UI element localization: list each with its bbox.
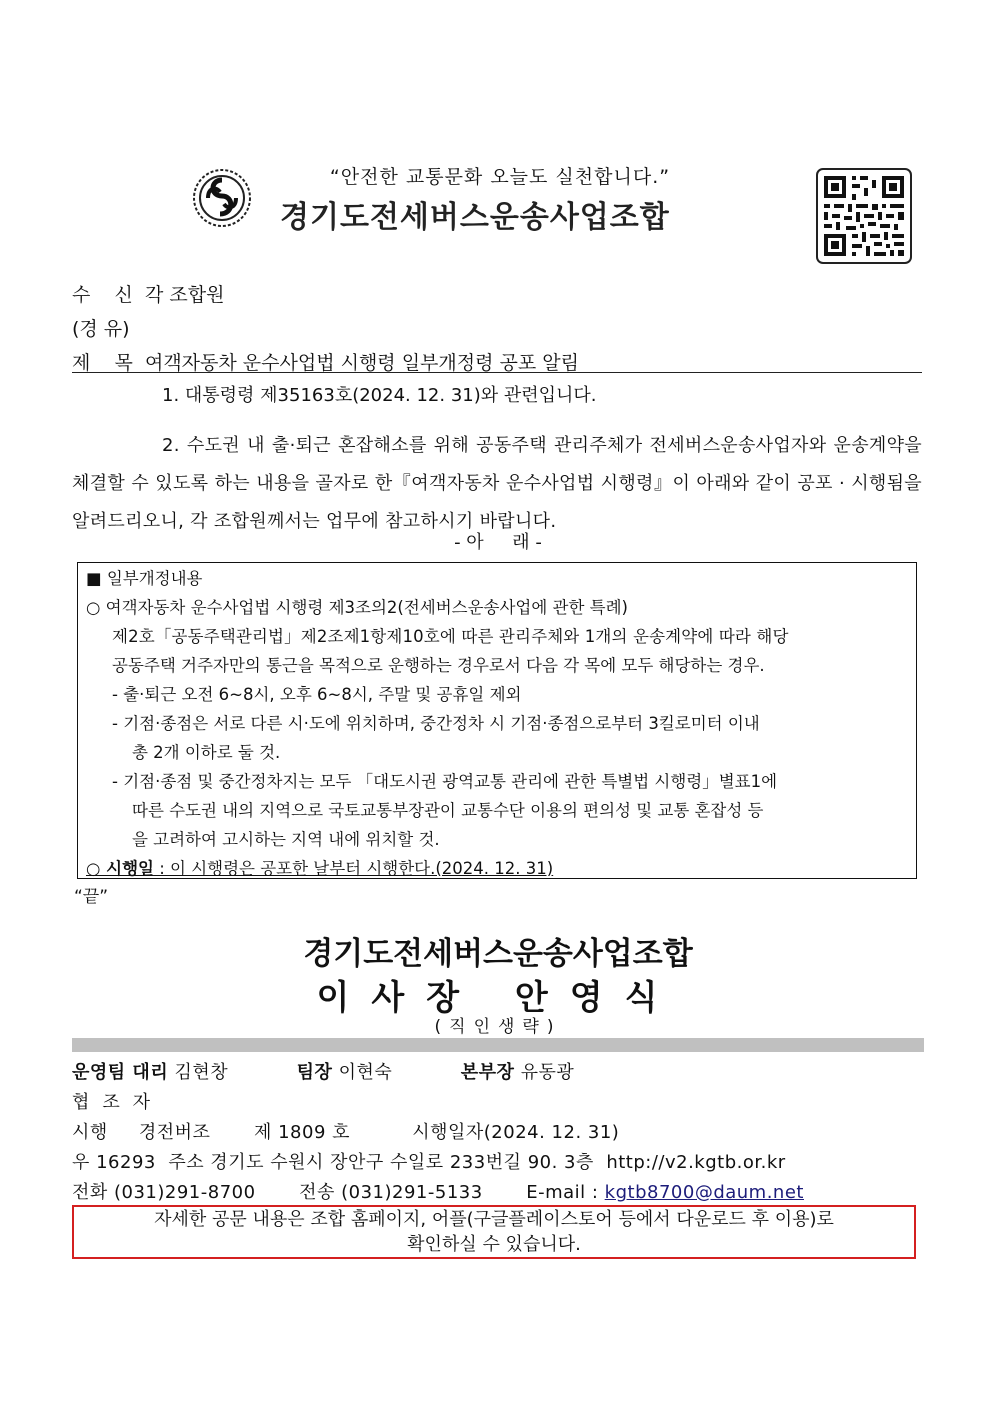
seal-note: (직인생략) bbox=[434, 1017, 562, 1037]
box-item-title: ○ 여객자동차 운수사업법 시행령 제3조의2(전세버스운송사업에 관한 특례) bbox=[86, 598, 628, 617]
notice-line-1: 자세한 공문 내용은 조합 홈페이지, 어플(구글플레이스토어 등에서 다운로드 후 이용)로 bbox=[154, 1209, 834, 1230]
signature-name: 이사장 안영식 bbox=[316, 978, 680, 1018]
subject-value: 여객자동차 운수사업법 시행령 일부개정령 공포 알림 bbox=[144, 352, 579, 374]
box-item-desc-2: 공동주택 거주자만의 통근을 목적으로 운행하는 경우로서 다음 각 목에 모두 해당하는 경우. bbox=[112, 656, 765, 675]
recipient-row bbox=[72, 280, 224, 307]
section-marker: - 아 래 - bbox=[454, 532, 542, 553]
body-paragraph-1: 1. 대통령령 제35163호(2024. 12. 31)와 관련입니다. bbox=[162, 385, 597, 406]
box-bullet-3-line-3: 을 고려하여 고시하는 지역 내에 위치할 것. bbox=[132, 830, 440, 849]
address-row: 우 16293 주소 경기도 수원시 장안구 수일로 233번길 90. 3층 http://v2.kgtb.or.kr bbox=[72, 1152, 786, 1173]
email-link[interactable]: kgtb8700@daum.net bbox=[604, 1182, 804, 1203]
amendment-box bbox=[77, 562, 917, 879]
body-paragraph-2: 2. 수도권 내 출·퇴근 혼잡해소를 위해 공동주택 관리주체가 전세버스운송사업자와 운송계약을 체결할 수 있도록 하는 내용을 골자로 한『여객자동차 운수사업법 시행령』이 아래와 같이 공포 · 시행됨을 알려드리오니, 각 조합원께서는 업무에 참고하시기 바랍니다. bbox=[72, 435, 922, 532]
via-label: (경 유) bbox=[72, 318, 130, 340]
staff3-name: 유동광 bbox=[520, 1062, 575, 1083]
notice-box bbox=[72, 1205, 916, 1259]
signature-org: 경기도전세버스운송사업조합 bbox=[303, 936, 693, 972]
qr-code-icon[interactable] bbox=[816, 168, 912, 264]
staff-row bbox=[72, 1058, 574, 1084]
subject-row bbox=[72, 348, 579, 375]
staff2-role: 팀장 bbox=[296, 1062, 333, 1083]
box-bullet-3-line-1: - 기점·종점 및 중간정차지는 모두 「대도시권 광역교통 관리에 관한 특별법 시행령」별표1에 bbox=[112, 772, 778, 791]
box-item-desc-1: 제2호「공동주택관리법」제2조제1항제10호에 따른 관리주체와 1개의 운송계약에 따라 해당 bbox=[112, 627, 789, 646]
footer-divider bbox=[72, 1038, 924, 1052]
staff3-role: 본부장 bbox=[460, 1062, 515, 1083]
contact-row bbox=[72, 1178, 804, 1204]
recipient-label: 수 신 bbox=[72, 284, 133, 306]
staff1-name: 김현창 bbox=[174, 1062, 229, 1083]
slogan: “안전한 교통문화 오늘도 실천합니다.” bbox=[329, 166, 671, 188]
cooperator-row: 협 조 자 bbox=[72, 1092, 151, 1113]
end-mark: “끝” bbox=[74, 887, 109, 907]
staff1-role: 운영팀 대리 bbox=[72, 1062, 169, 1083]
box-bullet-1: - 출·퇴근 오전 6~8시, 오후 6~8시, 주말 및 공휴일 제외 bbox=[112, 685, 522, 704]
subject-divider bbox=[72, 372, 922, 373]
subject-label: 제 목 bbox=[72, 352, 133, 374]
box-bullet-2-line-2: 총 2개 이하로 둘 것. bbox=[132, 743, 281, 762]
staff2-name: 이현숙 bbox=[338, 1062, 393, 1083]
org-title: 경기도전세버스운송사업조합 bbox=[280, 200, 670, 235]
effective-label: ○ 시행일 bbox=[86, 859, 154, 878]
box-bullet-2-line-1: - 기점·종점은 서로 다른 시·도에 위치하며, 중간정차 시 기점·종점으로부터 3킬로미터 이내 bbox=[112, 714, 760, 733]
box-heading: ■ 일부개정내용 bbox=[86, 569, 203, 588]
effective-value: : 이 시행령은 공포한 날부터 시행한다.(2024. 12. 31) bbox=[153, 859, 554, 878]
effective-date bbox=[86, 855, 553, 879]
box-bullet-3-line-2: 따른 수도권 내의 지역으로 국토교통부장관이 교통수단 이용의 편의성 및 교통 혼잡성 등 bbox=[132, 801, 764, 820]
recipient-value: 각 조합원 bbox=[144, 284, 225, 306]
notice-line-2: 확인하실 수 있습니다. bbox=[407, 1234, 581, 1255]
doc-number-row: 시행 경전버조 제 1809 호 시행일자(2024. 12. 31) bbox=[72, 1122, 620, 1143]
contact-text: 전화 (031)291-8700 전송 (031)291-5133 E-mail : bbox=[72, 1182, 605, 1203]
